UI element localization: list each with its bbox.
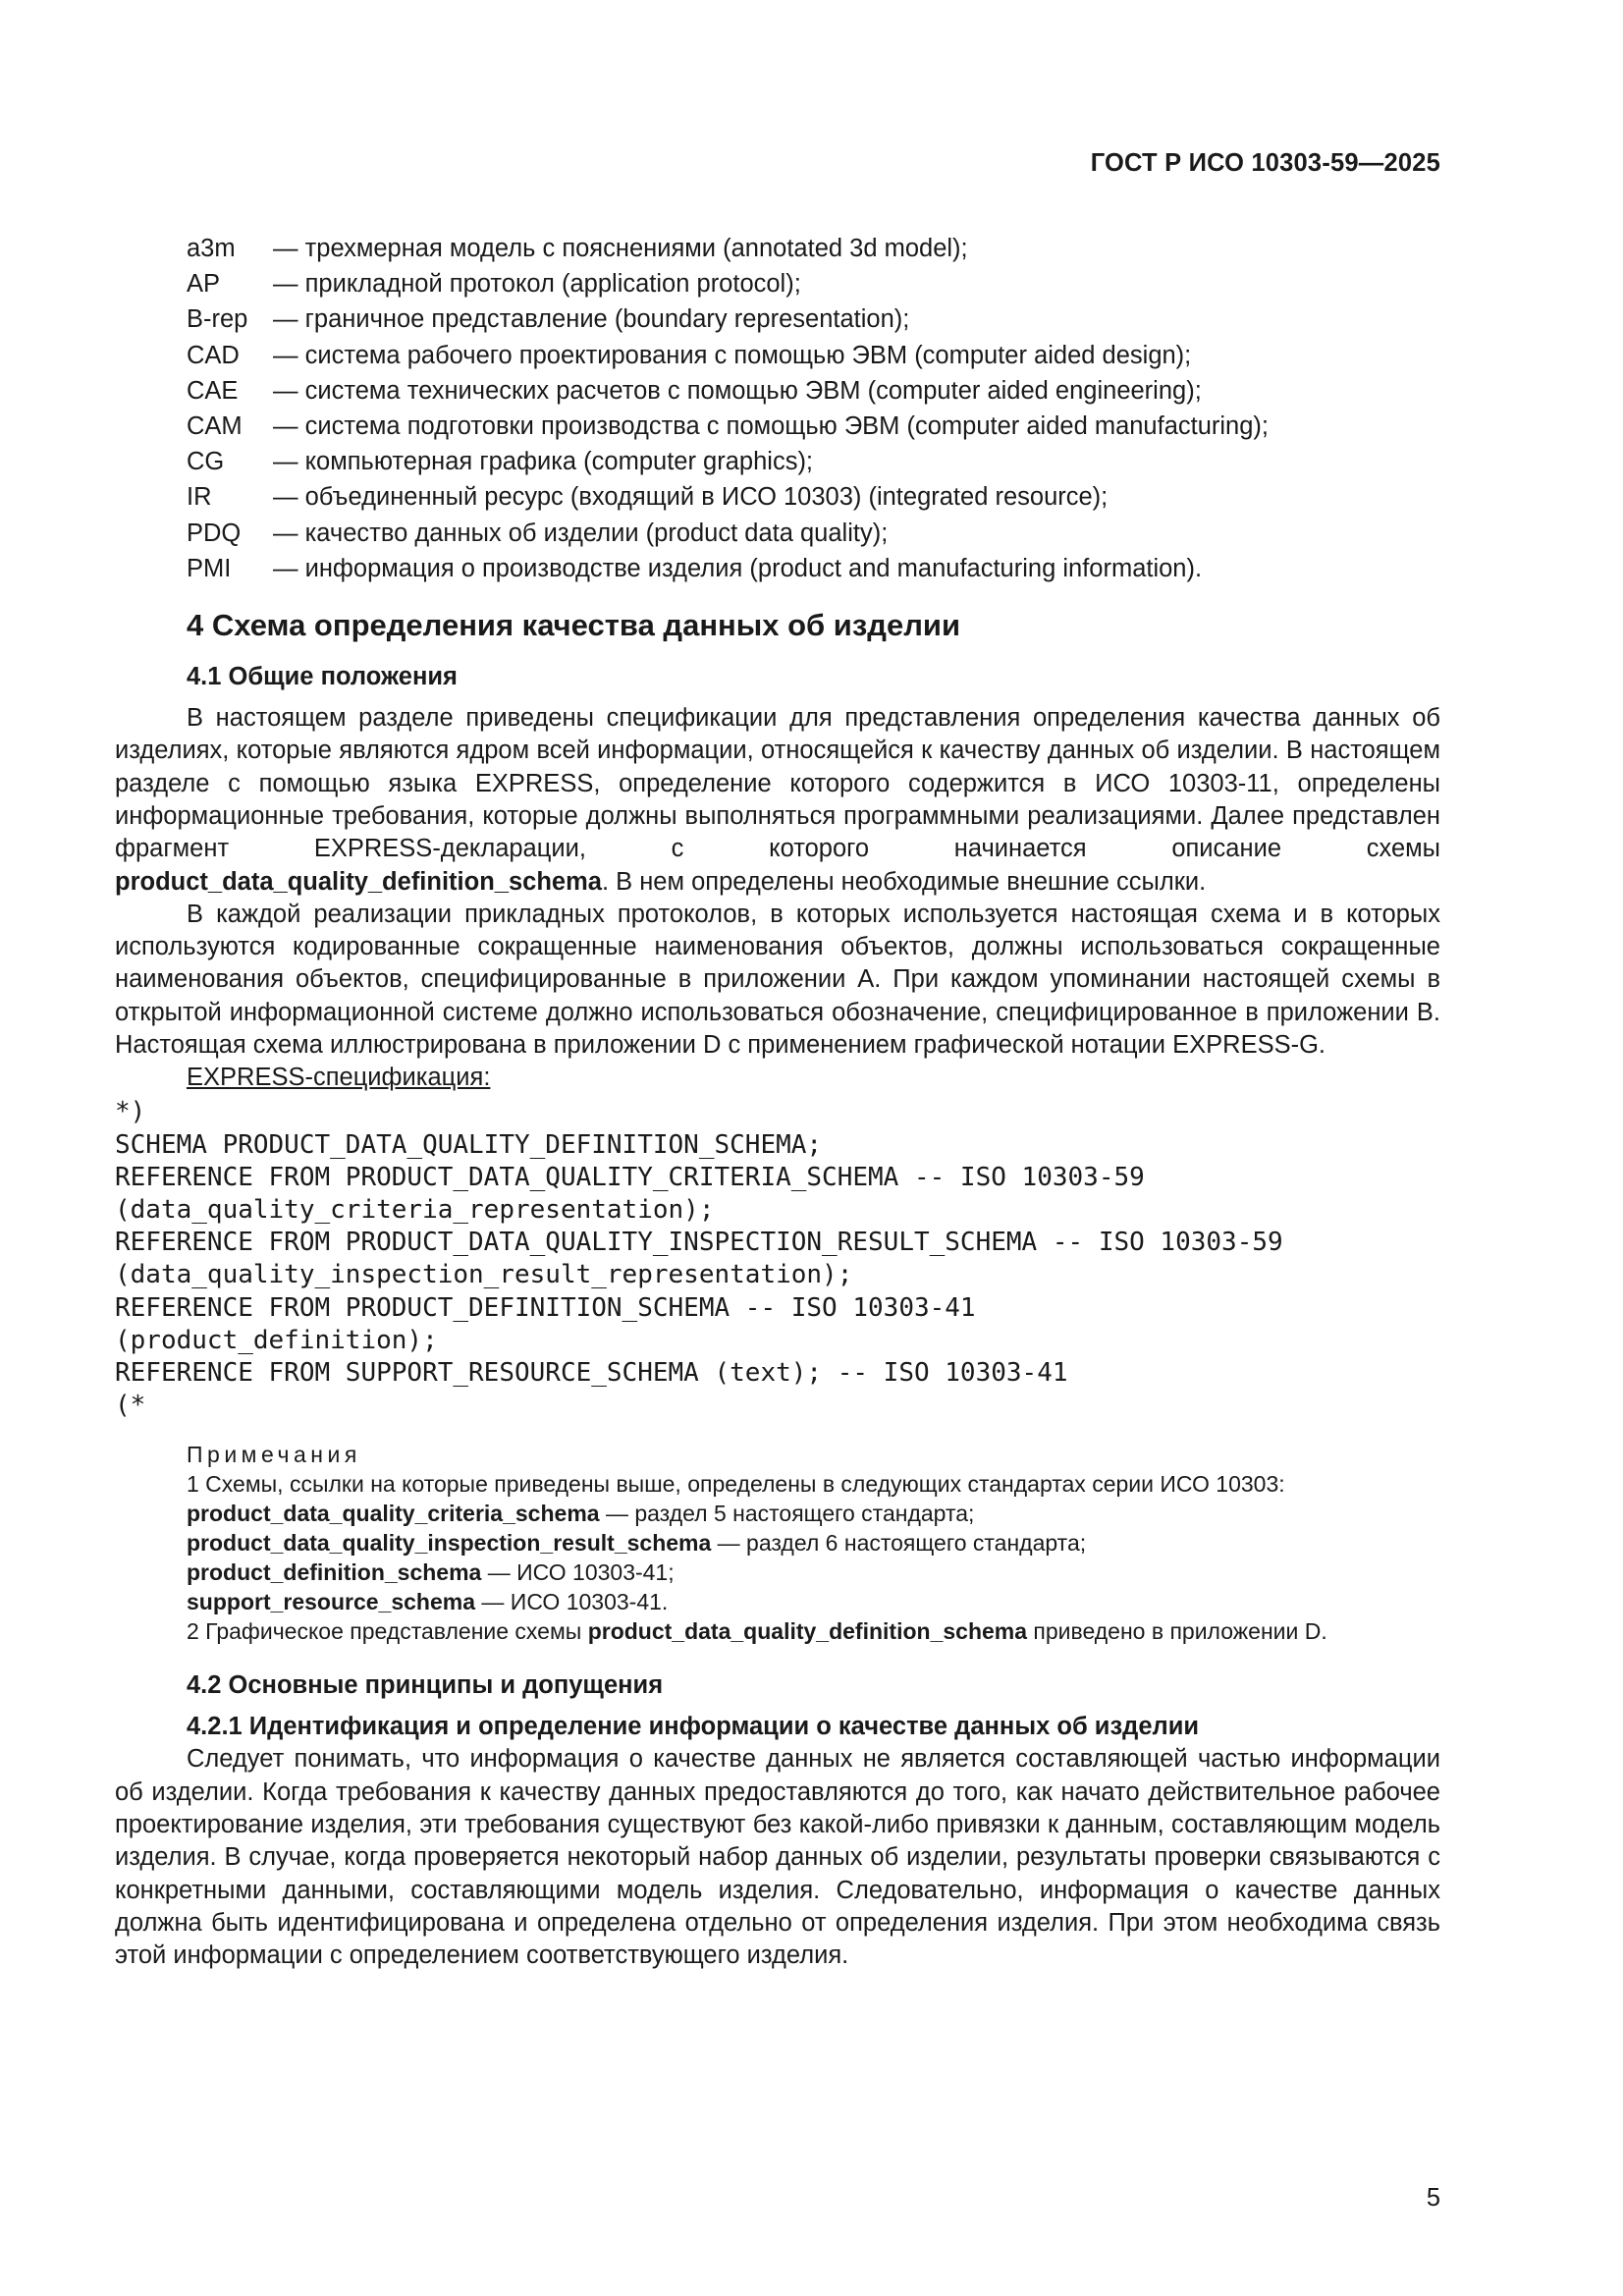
page-content: [115, 231, 1440, 1972]
section-4-2-1-title: 4.2.1 Идентификация и определение информации о качестве данных об изделии: [187, 1713, 1200, 1741]
abbreviation-term: a3m: [187, 235, 236, 262]
abbreviation-term: CG: [187, 448, 225, 476]
code-line: (*: [115, 1391, 146, 1421]
express-code-block: [115, 1096, 1440, 1422]
page-number: 5: [1426, 2184, 1440, 2212]
code-line: *): [115, 1097, 146, 1127]
note-schema-item: [187, 1587, 1440, 1616]
abbreviation-row: [115, 444, 1440, 479]
abbreviation-definition: — система подготовки производства с помощью ЭВМ (computer aided manufacturing);: [273, 412, 1269, 441]
schema-reference: — ИСО 10303-41.: [475, 1589, 669, 1615]
section-4-title: 4 Схема определения качества данных об изделии: [187, 608, 961, 643]
notes-block: [115, 1440, 1440, 1646]
express-spec-label: EXPRESS-спецификация:: [187, 1064, 491, 1092]
code-line: (product_definition);: [115, 1325, 438, 1355]
abbreviations-list: [115, 231, 1440, 586]
schema-reference: — раздел 5 настоящего стандарта;: [599, 1501, 975, 1527]
abbreviation-term: PMI: [187, 554, 232, 582]
abbreviation-row: [115, 266, 1440, 301]
section-4-2-1-paragraph: Следует понимать, что информация о качестве данных не является составляющей частью информации об изделии. Когда требования к качеству данных предоставляются до того, как начато действительное рабочее проектирование изделия, эти требования существуют без какой-либо привязки к данным, составляющим модель изделия. В случае, когда проверяется некоторый набор данных об изделии, результаты проверки связываются с конкретными данными, составляющими модель изделия. Следовательно, информация о качестве данных должна быть идентифицирована и определена отдельно от определения изделия. При этом необходима связь этой информации с определением соответствующего изделия.: [115, 1745, 1440, 1970]
abbreviation-row: [115, 551, 1440, 586]
section-4-2-title: 4.2 Основные принципы и допущения: [187, 1671, 664, 1700]
abbreviation-row: [115, 301, 1440, 337]
abbreviation-definition: — компьютерная графика (computer graphics);: [273, 448, 814, 476]
code-line: REFERENCE FROM SUPPORT_RESOURCE_SCHEMA (text); -- ISO 10303-41: [115, 1357, 1068, 1388]
abbreviation-row: [115, 373, 1440, 409]
abbreviation-term: B-rep: [187, 305, 248, 334]
schema-name: support_resource_schema: [187, 1589, 476, 1615]
section-4-1-title: 4.1 Общие положения: [187, 663, 458, 691]
abbreviation-definition: — информация о производстве изделия (product and manufacturing information).: [273, 554, 1203, 582]
abbreviation-definition: — система технических расчетов с помощью ЭВМ (computer aided engineering);: [273, 376, 1202, 405]
abbreviation-term: IR: [187, 483, 212, 512]
abbreviation-row: [115, 409, 1440, 444]
note-1-items: [187, 1499, 1440, 1616]
code-line: (data_quality_inspection_result_representation);: [115, 1260, 853, 1290]
note-schema-item: [187, 1558, 1440, 1587]
note-2: 2 Графическое представление схемы product_data_quality_definition_schema приведено в приложении D.: [187, 1618, 1327, 1645]
abbreviation-definition: — прикладной протокол (application protocol);: [273, 270, 801, 299]
abbreviation-definition: — качество данных об изделии (product data quality);: [273, 519, 889, 547]
note-schema-item: [187, 1499, 1440, 1528]
abbreviation-term: CAE: [187, 376, 239, 405]
abbreviation-row: [115, 231, 1440, 266]
abbreviation-row: [115, 479, 1440, 515]
abbreviation-row: [115, 338, 1440, 373]
section-4-1-paragraph-1: В настоящем разделе приведены спецификации для представления определения качества данных об изделиях, которые являются ядром всей информации, относящейся к качеству данных об изделии. В настоящем разделе с помощью языка EXPRESS, определение которого содержится в ИСО 10303-11, определены информационные требования, которые должны выполняться программными реализациями. Далее представлен фрагмент EXPRESS-декларации, с которого начинается описание схемы product_data_quality_definition_schema. В нем определены необходимые внешние ссылки.: [115, 704, 1440, 896]
abbreviation-definition: — объединенный ресурс (входящий в ИСО 10303) (integrated resource);: [273, 483, 1109, 512]
code-line: REFERENCE FROM PRODUCT_DATA_QUALITY_CRITERIA_SCHEMA -- ISO 10303-59: [115, 1162, 1145, 1192]
document-code-header: ГОСТ Р ИСО 10303-59—2025: [1090, 149, 1440, 177]
abbreviation-definition: — граничное представление (boundary representation);: [273, 305, 910, 334]
abbreviation-definition: — трехмерная модель с пояснениями (annotated 3d model);: [273, 235, 968, 262]
code-line: SCHEMA PRODUCT_DATA_QUALITY_DEFINITION_SCHEMA;: [115, 1129, 823, 1160]
abbreviation-term: PDQ: [187, 519, 242, 547]
schema-name: product_data_quality_inspection_result_schema: [187, 1530, 712, 1557]
notes-title: Примечания: [187, 1442, 361, 1468]
abbreviation-term: CAD: [187, 341, 240, 369]
schema-name: product_definition_schema: [187, 1559, 482, 1586]
note-schema-item: [187, 1528, 1440, 1558]
abbreviation-definition: — система рабочего проектирования с помощью ЭВМ (computer aided design);: [273, 341, 1192, 369]
note-1: 1 Схемы, ссылки на которые приведены выше, определены в следующих стандартах серии ИСО 10303:: [187, 1471, 1285, 1498]
code-line: REFERENCE FROM PRODUCT_DATA_QUALITY_INSPECTION_RESULT_SCHEMA -- ISO 10303-59: [115, 1228, 1283, 1258]
code-line: REFERENCE FROM PRODUCT_DEFINITION_SCHEMA -- ISO 10303-41: [115, 1292, 976, 1323]
schema-reference: — ИСО 10303-41;: [481, 1559, 675, 1586]
schema-reference: — раздел 6 настоящего стандарта;: [711, 1530, 1087, 1557]
schema-name: product_data_quality_criteria_schema: [187, 1501, 600, 1527]
abbreviation-term: AP: [187, 270, 221, 299]
abbreviation-row: [115, 516, 1440, 551]
abbreviation-term: CAM: [187, 412, 243, 441]
code-line: (data_quality_criteria_representation);: [115, 1194, 715, 1225]
section-4-1-paragraph-2: В каждой реализации прикладных протоколов, в которых используется настоящая схема и в которых используются кодированные сокращенные наименования объектов, должны использоваться сокращенные наименования объектов, специфицированные в приложении A. При каждом упоминании настоящей схемы в открытой информационной системе должно использоваться обозначение, специфицированное в приложении B. Настоящая схема иллюстрирована в приложении D с применением графической нотации EXPRESS-G.: [115, 900, 1440, 1059]
